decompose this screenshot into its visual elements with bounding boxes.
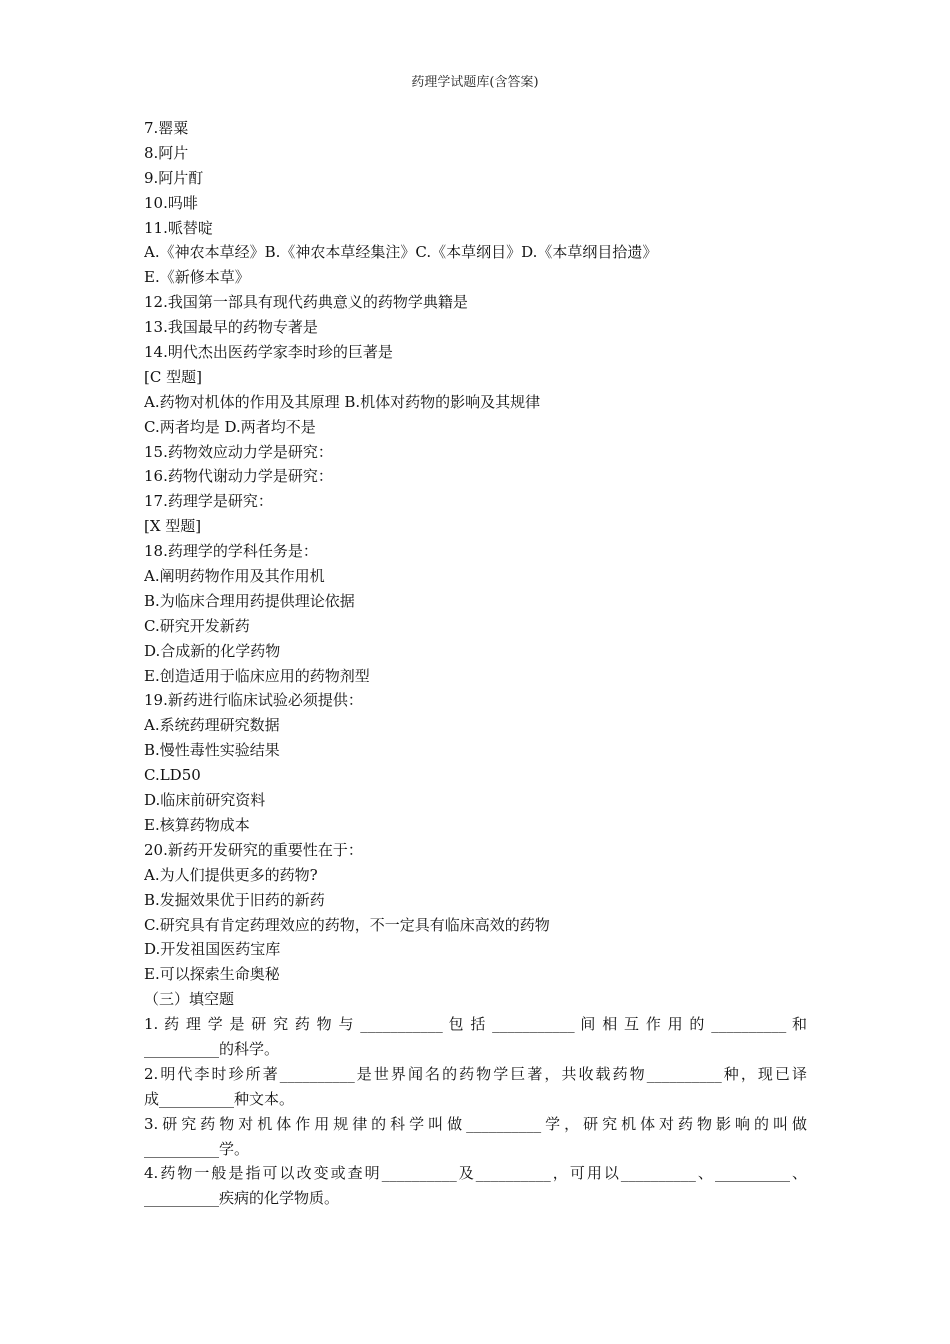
question-line: 16.药物代谢动力学是研究： bbox=[144, 467, 333, 486]
document-body bbox=[144, 116, 807, 1211]
option-line: B.发掘效果优于旧药的新药 bbox=[144, 890, 325, 909]
question-line: 12.我国第一部具有现代药典意义的药物学典籍是 bbox=[144, 293, 468, 312]
list-item: 7.罂粟 bbox=[144, 119, 189, 137]
question-line: 17.药理学是研究： bbox=[144, 492, 273, 511]
option-line: E.创造适用于临床应用的药物剂型 bbox=[144, 666, 370, 685]
fill-blank-line: 2.明代李时珍所著__________是世界闻名的药物学巨著，共收载药物__________种，现已译 bbox=[144, 1064, 807, 1083]
option-line: D.临床前研究资料 bbox=[144, 791, 266, 810]
list-item: 10.吗啡 bbox=[144, 193, 198, 212]
question-line: 18.药理学的学科任务是： bbox=[144, 542, 318, 561]
option-line: A.系统药理研究数据 bbox=[144, 716, 280, 735]
section-heading-c-type: [C 型题] bbox=[144, 367, 202, 386]
option-line: C.两者均是 D.两者均不是 bbox=[144, 417, 316, 436]
list-item: 9.阿片酊 bbox=[144, 168, 204, 187]
page-header-title: 药理学试题库(含答案) bbox=[411, 75, 539, 90]
option-line: B.慢性毒性实验结果 bbox=[144, 741, 280, 760]
fill-blank-line: __________疾病的化学物质。 bbox=[144, 1189, 340, 1208]
list-item: 11.哌替啶 bbox=[144, 218, 213, 237]
fill-blank-question bbox=[144, 1112, 807, 1162]
option-line: B.为临床合理用药提供理论依据 bbox=[144, 591, 355, 610]
option-line: D.合成新的化学药物 bbox=[144, 641, 281, 660]
fill-blank-question bbox=[144, 1161, 807, 1211]
option-line: C.LD50 bbox=[144, 766, 201, 785]
option-line: E.《新修本草》 bbox=[144, 268, 250, 287]
fill-blank-line: 3.研究药物对机体作用规律的科学叫做__________学，研究机体对药物影响的叫做 bbox=[144, 1114, 807, 1133]
option-line: C.研究开发新药 bbox=[144, 616, 250, 635]
fill-blank-line: 4.药物一般是指可以改变或查明__________及__________，可用以__________、__________、 bbox=[144, 1164, 807, 1183]
fill-blank-line: __________的科学。 bbox=[144, 1039, 280, 1058]
question-line: 15.药物效应动力学是研究： bbox=[144, 442, 333, 461]
question-line: 19.新药进行临床试验必须提供： bbox=[144, 691, 363, 710]
option-line: C.研究具有肯定药理效应的药物，不一定具有临床高效的药物 bbox=[144, 915, 550, 934]
option-line: A.为人们提供更多的药物? bbox=[144, 865, 318, 884]
option-line: A.阐明药物作用及其作用机 bbox=[144, 567, 325, 586]
fill-blank-question bbox=[144, 1012, 807, 1062]
fill-blank-line: 成__________种文本。 bbox=[144, 1089, 295, 1108]
section-heading-x-type: [X 型题] bbox=[144, 517, 202, 536]
fill-blank-line: __________学。 bbox=[144, 1139, 250, 1158]
question-line: 14.明代杰出医药学家李时珍的巨著是 bbox=[144, 343, 393, 362]
section-heading-fill-in: （三）填空题 bbox=[144, 990, 235, 1009]
question-line: 20.新药开发研究的重要性在于： bbox=[144, 840, 363, 859]
question-line: 13.我国最早的药物专著是 bbox=[144, 318, 318, 337]
fill-blank-line: 1. 药 理 学 是 研 究 药 物 与 ___________ 包 括 ___________ 间 相 互 作 用 的 __________ 和 bbox=[144, 1015, 807, 1034]
option-line: E.可以探索生命奥秘 bbox=[144, 965, 280, 984]
fill-blank-question bbox=[144, 1062, 807, 1112]
option-line: E.核算药物成本 bbox=[144, 815, 250, 834]
option-line: D.开发祖国医药宝库 bbox=[144, 940, 281, 959]
option-line: A.《神农本草经》B.《神农本草经集注》C.《本草纲目》D.《本草纲目拾遗》 bbox=[144, 243, 658, 262]
list-item: 8.阿片 bbox=[144, 143, 189, 162]
option-line: A.药物对机体的作用及其原理 B.机体对药物的影响及其规律 bbox=[144, 392, 541, 411]
